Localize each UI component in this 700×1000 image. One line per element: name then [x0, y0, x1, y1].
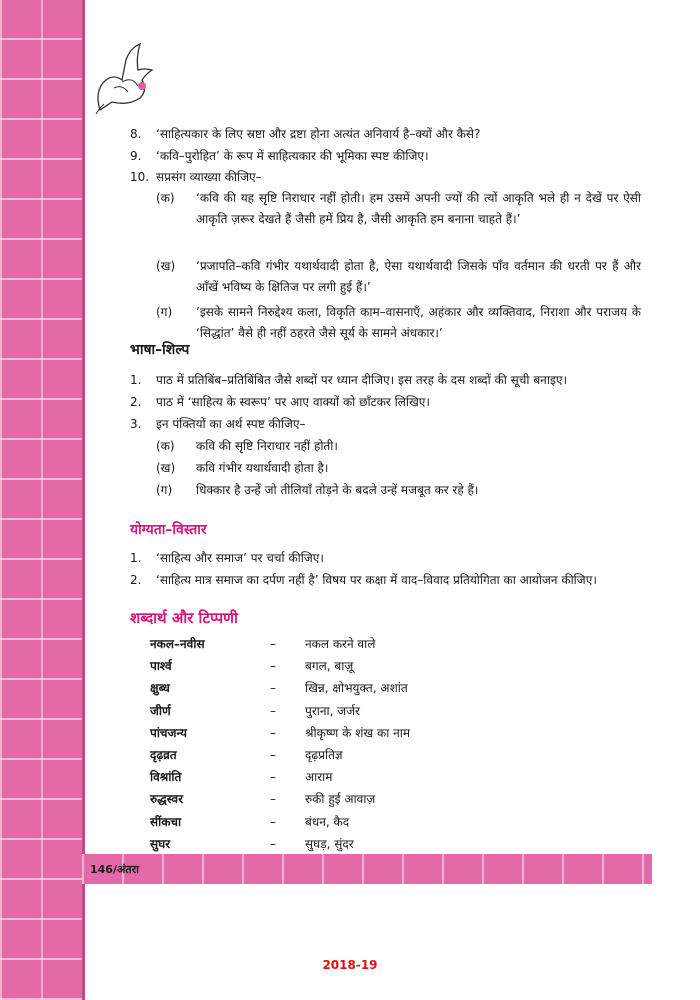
glossary-dash: –: [270, 814, 276, 829]
footer-band: [82, 854, 652, 884]
section-heading-yogyata: योग्यता–विस्तार: [130, 522, 207, 538]
glossary-term: नकल–नवीस: [150, 637, 205, 651]
glossary-term: पांचजन्य: [150, 725, 187, 740]
glossary-term: पार्श्व: [150, 659, 172, 674]
glossary-term: दृढ़व्रत: [150, 748, 177, 762]
glossary-meaning: पुराना, जर्जर: [305, 703, 360, 718]
page-number: 146/अंतरा: [90, 863, 140, 876]
glossary-dash: –: [270, 748, 276, 762]
glossary-term: सींकचा: [150, 814, 182, 829]
decorative-brick-strip: [0, 0, 82, 1000]
glossary-dash: –: [270, 659, 276, 674]
glossary-meaning: आराम: [305, 770, 333, 785]
glossary-dash: –: [270, 725, 276, 740]
glossary-meaning: खिन्न, क्षोभयुक्त, अशांत: [305, 681, 408, 696]
glossary-dash: –: [270, 637, 276, 651]
glossary-term: जीर्ण: [150, 703, 171, 718]
strip-edge: [82, 0, 85, 1000]
glossary-dash: –: [270, 681, 276, 696]
glossary-meaning: श्रीकृष्ण के शंख का नाम: [305, 725, 411, 740]
glossary-term: क्षुब्ध: [150, 681, 170, 696]
glossary-dash: –: [270, 770, 276, 785]
glossary-meaning: नकल करने वाले: [305, 637, 376, 651]
bird-icon: [92, 40, 162, 115]
glossary-meaning: दृढ़प्रतिज्ञ: [305, 748, 343, 762]
glossary-term: विश्रांति: [150, 770, 182, 785]
glossary-dash: –: [270, 836, 276, 851]
year-label: 2018-19: [322, 958, 378, 972]
glossary-meaning: बगल, बाज़ू: [305, 659, 354, 674]
glossary-dash: –: [270, 792, 276, 807]
glossary-meaning: सुघड़, सुंदर: [305, 836, 354, 851]
glossary-term: रुद्धस्वर: [150, 792, 184, 807]
glossary-term: सुघर: [150, 836, 171, 851]
section-heading-bhasha: भाषा–शिल्प: [130, 342, 190, 358]
glossary-dash: –: [270, 703, 276, 718]
glossary-meaning: रुकी हुई आवाज़: [305, 792, 376, 807]
glossary-meaning: बंधन, कैद: [305, 814, 350, 829]
section-heading-glossary: शब्दार्थ और टिप्पणी: [130, 609, 238, 627]
